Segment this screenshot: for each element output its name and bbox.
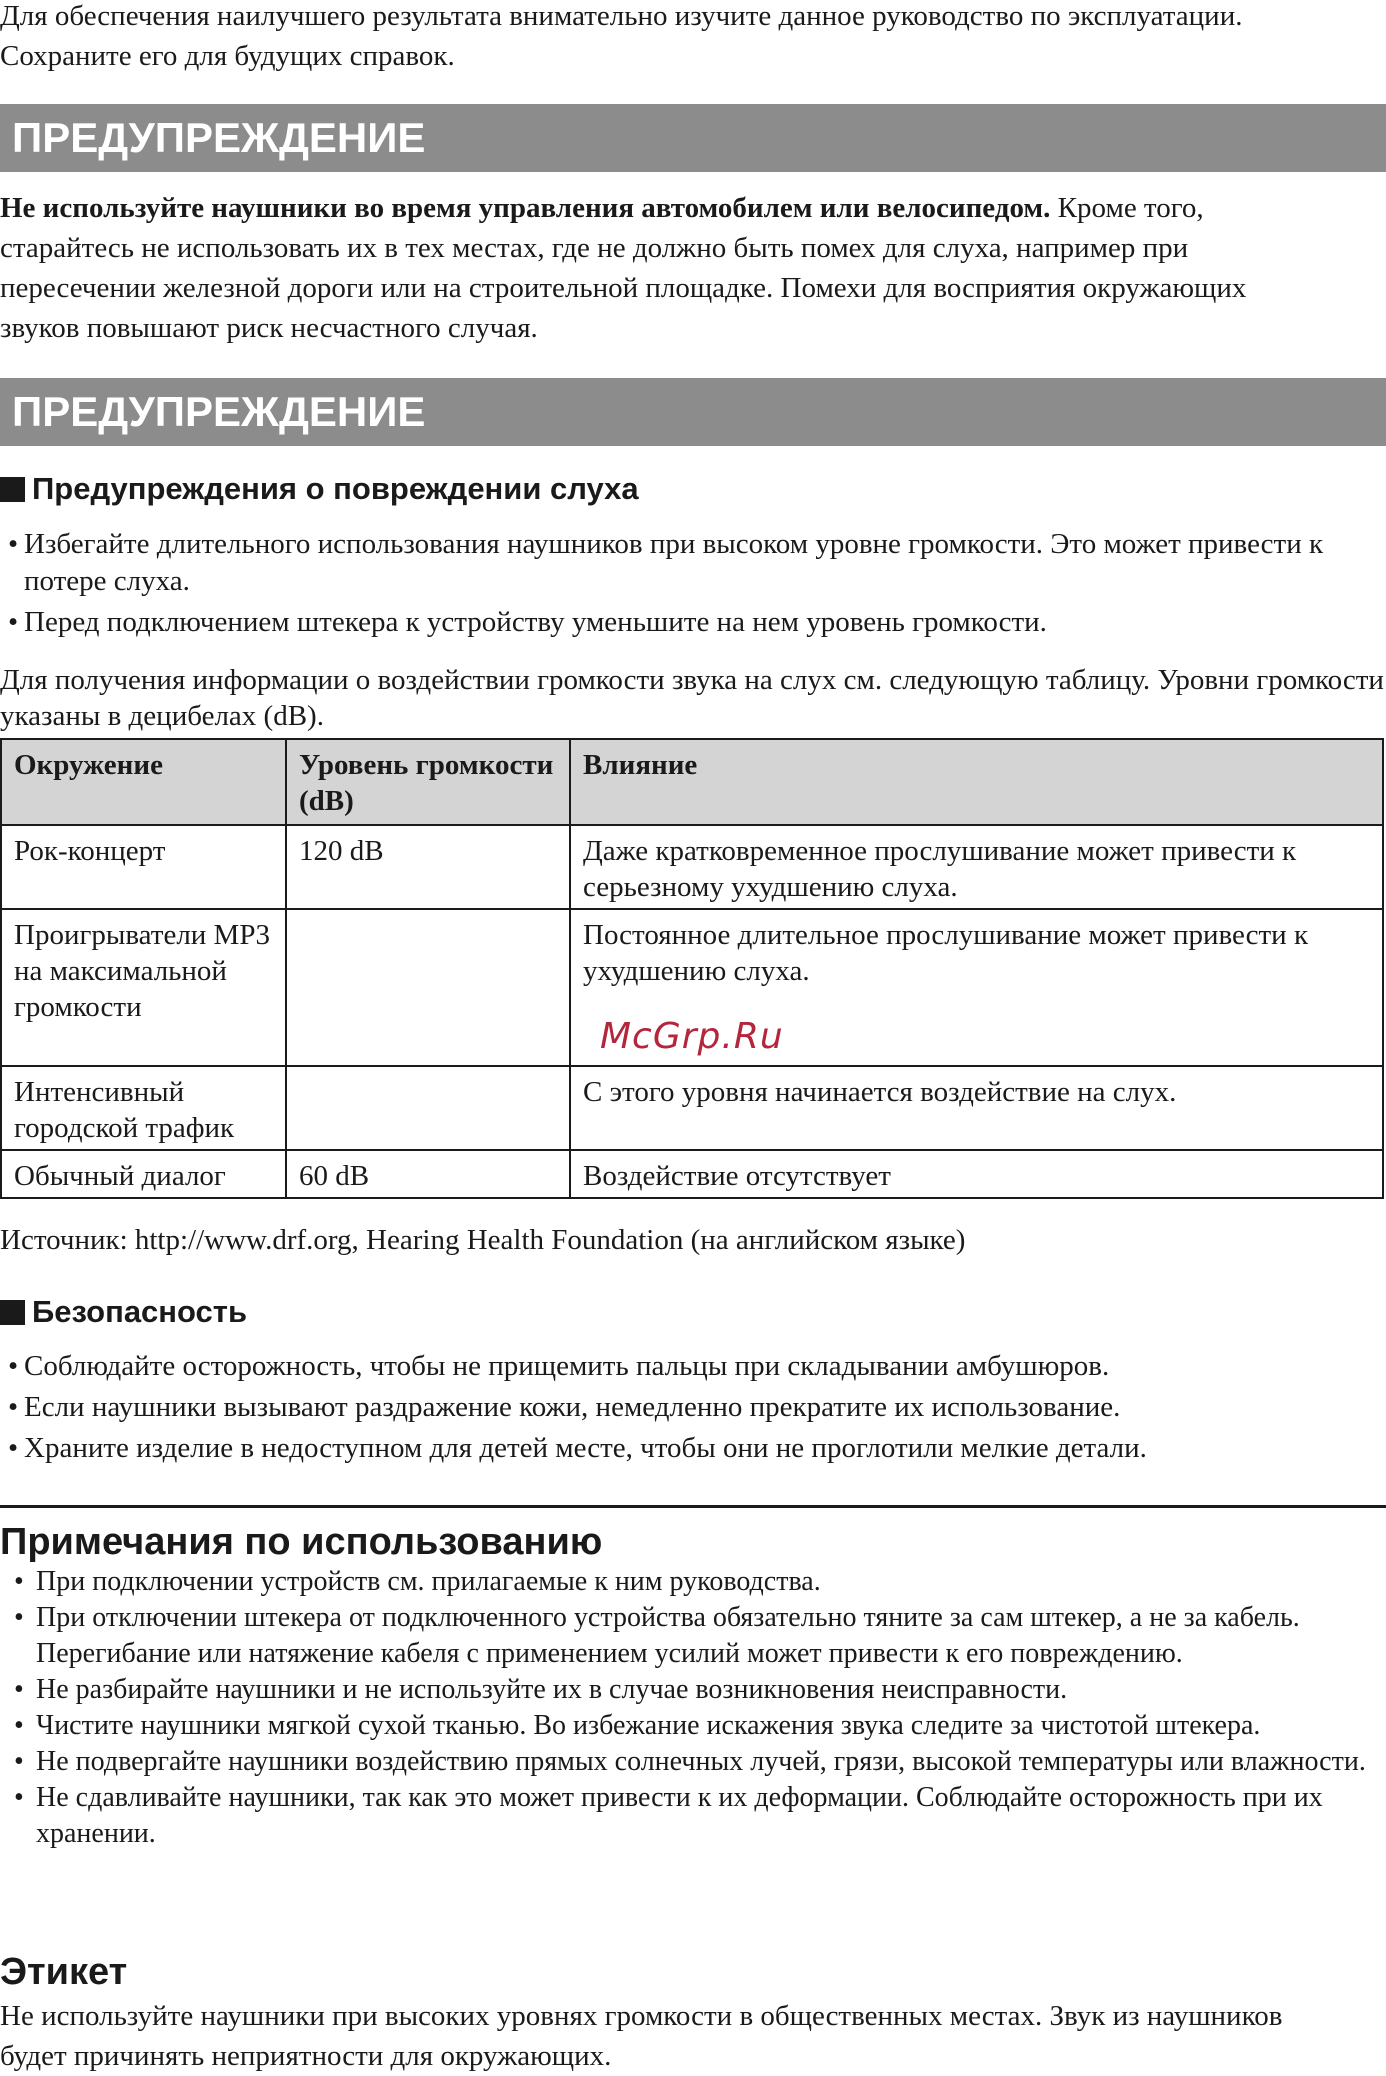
watermark: McGrp.Ru — [600, 1016, 784, 1057]
list-item: • Избегайте длительного использования наушников при высоком уровне громкости. Это может привести к потере слуха. — [0, 526, 1340, 600]
header-environment: Окружение — [1, 739, 286, 825]
table-cell: Обычный диалог — [1, 1150, 286, 1198]
warning-1-body: Кроме того, старайтесь не использовать их в тех местах, где не должно быть помех для слуха, например при пересечении железной дороги или на строительной площадке. Помехи для восприятия окружающих звуков повышают риск несчастного случая. — [0, 192, 1247, 344]
table-cell: Проигрыватели MP3 на максимальной громкости — [1, 909, 286, 1066]
volume-table — [0, 738, 1384, 1199]
section-divider — [0, 1505, 1386, 1508]
square-bullet-icon — [0, 477, 25, 502]
intro-text: Для обеспечения наилучшего результата внимательно изучите данное руководство по эксплуатации. Сохраните его для будущих справок. — [0, 0, 1243, 72]
square-bullet-icon — [0, 1300, 25, 1325]
usage-bullet-list — [0, 1564, 1386, 1852]
list-item: • Не подвергайте наушники воздействию прямых солнечных лучей, грязи, высокой температуры или влажности. — [0, 1744, 1386, 1780]
etiquette-title: Этикет — [0, 1951, 128, 1993]
warning-banner-1: ПРЕДУПРЕЖДЕНИЕ — [0, 104, 1386, 172]
list-item: • Перед подключением штекера к устройству уменьшите на нем уровень громкости. — [0, 604, 1340, 641]
safety-bullet-list — [0, 1348, 1386, 1467]
hearing-subheading-label: Предупреждения о повреждении слуха — [32, 471, 639, 506]
warning-banner-2: ПРЕДУПРЕЖДЕНИЕ — [0, 378, 1386, 446]
table-row — [1, 1150, 1383, 1198]
table-cell: Воздействие отсутствует — [570, 1150, 1383, 1198]
table-cell: 120 dB — [286, 825, 570, 909]
warning-1-text — [0, 188, 1330, 348]
table-cell — [286, 909, 570, 1066]
table-header-row — [1, 739, 1383, 825]
table-row — [1, 825, 1383, 909]
header-volume: Уровень громкости (dB) — [286, 739, 570, 825]
table-cell: Рок-концерт — [1, 825, 286, 909]
etiquette-text: Не используйте наушники при высоких уровнях громкости в общественных местах. Звук из наушников будет причинять неприятности для окружающих. — [0, 2000, 1283, 2072]
source-note: Источник: http://www.drf.org, Hearing Health Foundation (на английском языке) — [0, 1224, 966, 1256]
list-item: • При отключении штекера от подключенного устройства обязательно тяните за сам штекер, а не за кабель. Перегибание или натяжение кабеля с применением усилий может привести к его повреждению. — [0, 1600, 1386, 1672]
usage-title: Примечания по использованию — [0, 1521, 603, 1563]
table-intro: Для получения информации о воздействии громкости звука на слух см. следующую таблицу. Уровни громкости указаны в децибелах (dB). — [0, 664, 1384, 732]
table-cell: Постоянное длительное прослушивание может привести к ухудшению слуха. — [570, 909, 1383, 1066]
list-item: • Соблюдайте осторожность, чтобы не прищемить пальцы при складывании амбушюров. — [0, 1348, 1386, 1385]
header-impact: Влияние — [570, 739, 1383, 825]
table-cell: Интенсивный городской трафик — [1, 1066, 286, 1150]
hearing-bullet-list — [0, 526, 1340, 641]
list-item: • Чистите наушники мягкой сухой тканью. Во избежание искажения звука следите за чистотой штекера. — [0, 1708, 1386, 1744]
list-item: • Не разбирайте наушники и не используйте их в случае возникновения неисправности. — [0, 1672, 1386, 1708]
hearing-subheading — [0, 469, 639, 509]
safety-subheading — [0, 1292, 247, 1332]
safety-subheading-label: Безопасность — [32, 1294, 248, 1329]
list-item: • Храните изделие в недоступном для детей месте, чтобы они не проглотили мелкие детали. — [0, 1430, 1386, 1467]
table-cell: Даже кратковременное прослушивание может привести к серьезному ухудшению слуха. — [570, 825, 1383, 909]
list-item: • Не сдавливайте наушники, так как это может привести к их деформации. Соблюдайте осторожность при их хранении. — [0, 1780, 1386, 1852]
table-cell: 60 dB — [286, 1150, 570, 1198]
list-item: • Если наушники вызывают раздражение кожи, немедленно прекратите их использование. — [0, 1389, 1386, 1426]
table-cell — [286, 1066, 570, 1150]
warning-1-bold: Не используйте наушники во время управления автомобилем или велосипедом. — [0, 192, 1051, 224]
list-item: • При подключении устройств см. прилагаемые к ним руководства. — [0, 1564, 1386, 1600]
table-row — [1, 1066, 1383, 1150]
table-cell: С этого уровня начинается воздействие на слух. — [570, 1066, 1383, 1150]
